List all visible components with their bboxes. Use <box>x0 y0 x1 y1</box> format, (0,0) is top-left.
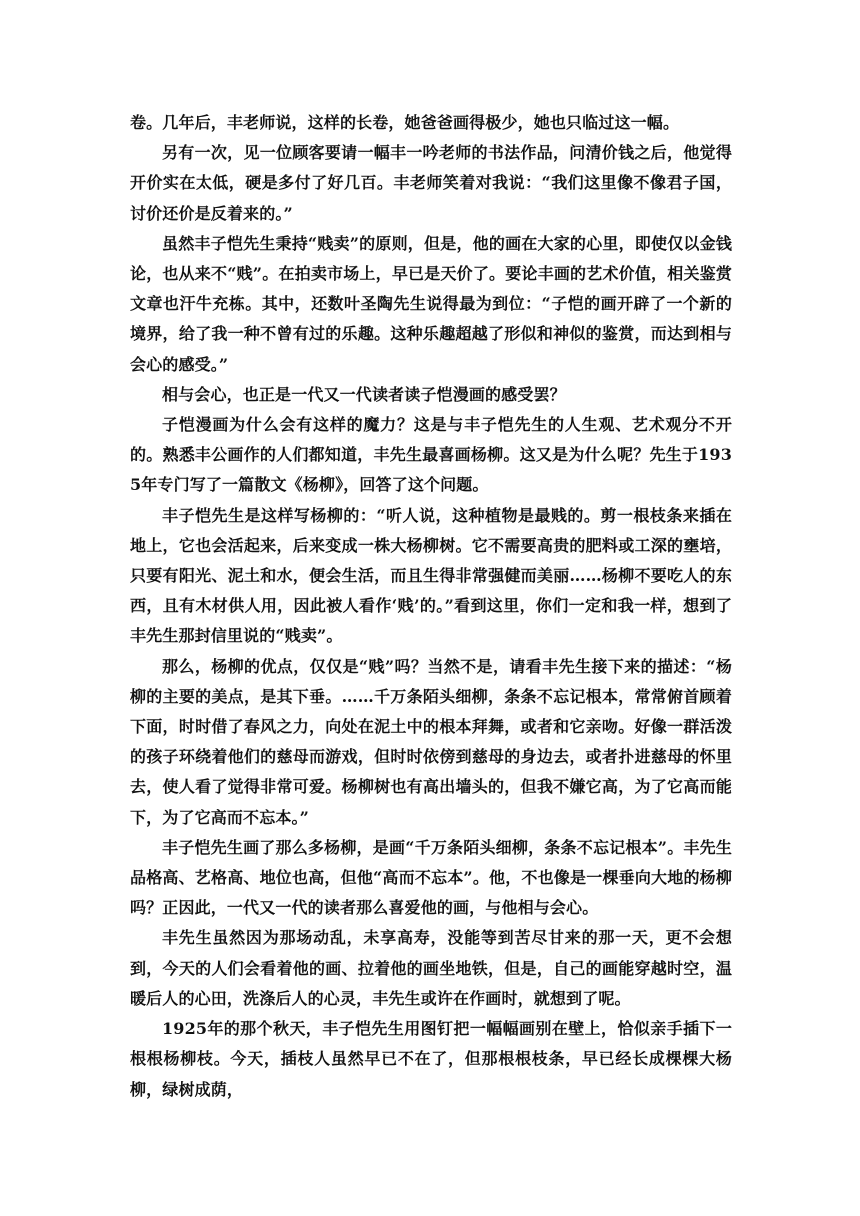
paragraph-3: 虽然丰子恺先生秉持“贱卖”的原则，但是，他的画在大家的心里，即使仅以金钱论，也从来不“贱”。在拍卖市场上，早已是天价了。要论丰画的艺术价值，相关鉴赏文章也汗牛充栋。其中，还数叶圣陶先生说得最为到位：“子恺的画开辟了一个新的境界，给了我一种不曾有过的乐趣。这种乐趣超越了形似和神似的鉴赏，而达到相与会心的感受。” <box>130 233 732 374</box>
paragraph-10: 1925年的那个秋天，丰子恺先生用图钉把一幅幅画别在壁上，恰似亲手插下一根根杨柳枝。今天，插枝人虽然早已不在了，但那根根枝条，早已经长成棵棵大杨柳，绿树成荫， <box>130 1019 732 1099</box>
paragraph-7: 那么，杨柳的优点，仅仅是“贱”吗？当然不是，请看丰先生接下来的描述：“杨柳的主要的美点，是其下垂。……千万条陌头细柳，条条不忘记根本，常常俯首顾着下面，时时借了春风之力，向处在泥土中的根本拜舞，或者和它亲吻。好像一群活泼的孩子环绕着他们的慈母而游戏，但时时依傍到慈母的身边去，或者扑进慈母的怀里去，使人看了觉得非常可爱。杨柳树也有高出墙头的，但我不嫌它高，为了它高而能下，为了它高而不忘本。” <box>130 656 732 827</box>
paragraph-1: 卷。几年后，丰老师说，这样的长卷，她爸爸画得极少，她也只临过这一幅。 <box>130 113 680 132</box>
paragraph-6: 丰子恺先生是这样写杨柳的：“听人说，这种植物是最贱的。剪一根枝条来插在地上，它也会活起来，后来变成一株大杨柳树。它不需要高贵的肥料或工深的壅培，只要有阳光、泥土和水，便会生活，而且生得非常强健而美丽……杨柳不要吃人的东西，且有木材供人用，因此被人看作‘贱’的。”看到这里，你们一定和我一样，想到了丰先生那封信里说的“贱卖”。 <box>130 505 732 646</box>
paragraph-4: 相与会心，也正是一代又一代读者读子恺漫画的感受罢？ <box>162 384 566 404</box>
paragraph-5: 子恺漫画为什么会有这样的魔力？这是与丰子恺先生的人生观、艺术观分不开的。熟悉丰公画作的人们都知道，丰先生最喜画杨柳。这又是为什么呢？先生于1935年专门写了一篇散文《杨柳》，回答了这个问题。 <box>130 415 732 495</box>
paragraph-8: 丰子恺先生画了那么多杨柳，是画“千万条陌头细柳，条条不忘记根本”。丰先生品格高、艺格高、地位也高，但他“高而不忘本”。他，不也像是一棵垂向大地的杨柳吗？正因此，一代又一代的读者那么喜爱他的画，与他相与会心。 <box>130 837 732 918</box>
paragraph-2: 另有一次，见一位顾客要请一幅丰一吟老师的书法作品，问清价钱之后，他觉得开价实在太低，硬是多付了好几百。丰老师笑着对我说：“我们这里像不像君子国，讨价还价是反着来的。” <box>130 143 732 223</box>
article-body <box>130 108 732 1105</box>
paragraph-9: 丰先生虽然因为那场动乱，未享高寿，没能等到苦尽甘来的那一天，更不会想到，今天的人们会看着他的画、拉着他的画坐地铁，但是，自己的画能穿越时空，温暖后人的心田，洗涤后人的心灵，丰先生或许在作画时，就想到了呢。 <box>130 928 732 1008</box>
